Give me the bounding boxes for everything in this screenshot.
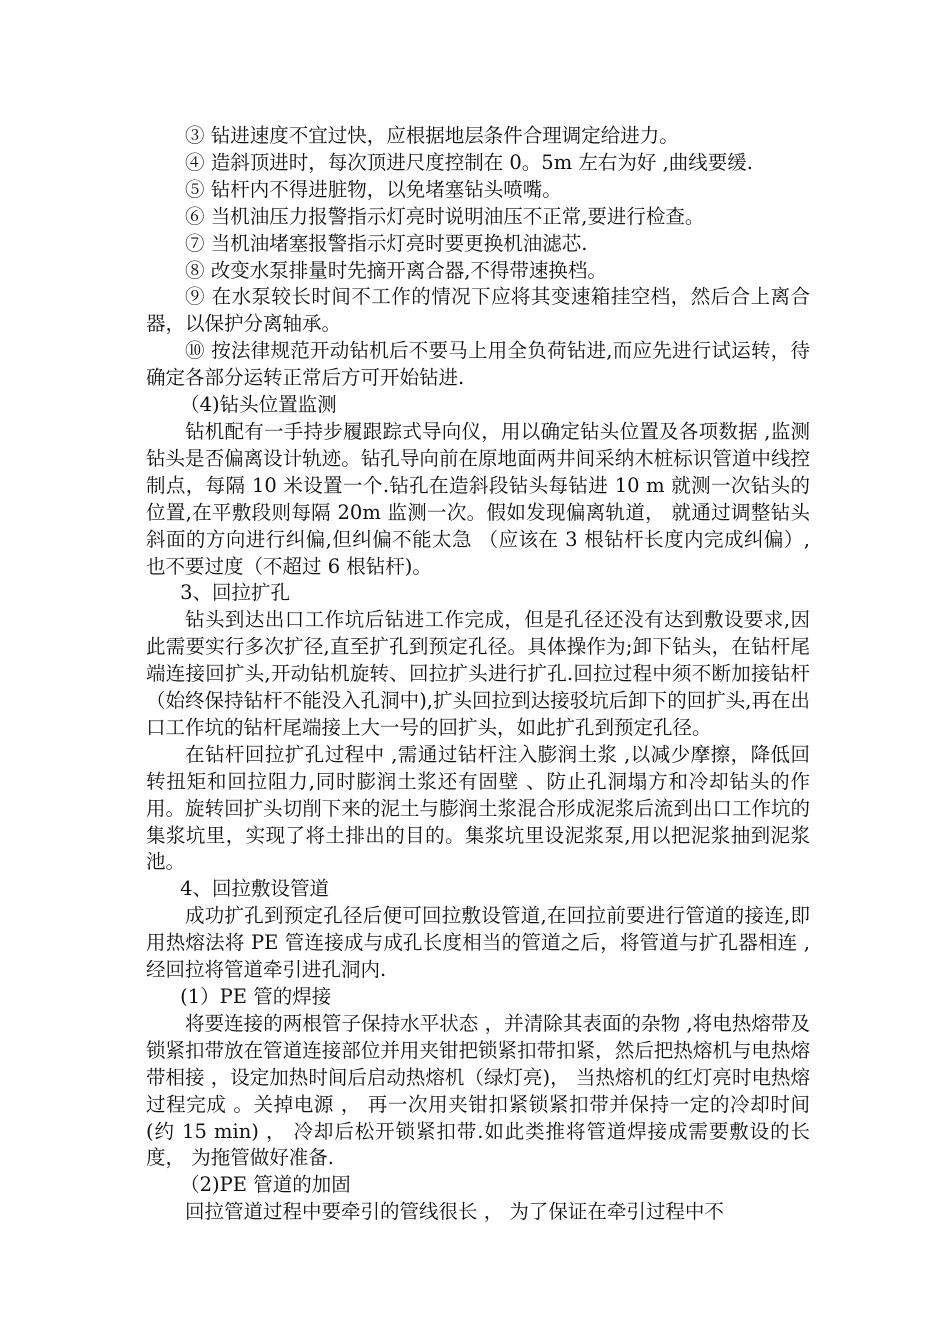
- paragraph-item-7: ⑦ 当机油堵塞报警指示灯亮时要更换机油滤芯.: [185, 231, 588, 255]
- paragraph-pe-reinforcement: 回拉管道过程中要牵引的管线很长 ， 为了保证在牵引过程中不: [185, 1200, 724, 1224]
- paragraph-item-10: ⑩ 按法律规范开动钻机后不要马上用全负荷钻进,而应先进行试运转，待确定各部分运转正常后方可开始钻进.: [146, 339, 810, 390]
- paragraph-drill-monitoring: 钻机配有一手持步履跟踪式导向仪，用以确定钻头位置及各项数据 ,监测钻头是否偏离设计轨迹。钻孔导向前在原地面两井间采纳木桩标识管道中线控制点，每隔 10 米设置一个.钻孔在造斜段钻头每钻进 10 m 就测一次钻头的位置,在平敷段则每隔 20m 监测一次。假如发现偏离轨道， 就通过调整钻头斜面的方向进行纠偏,但纠偏不能太急 （应该在 3 根钻杆长度内完成纠偏）,也不要过度（不超过 6 根钻杆)。: [146, 419, 810, 578]
- section-heading-drill-monitoring: （4)钻头位置监测: [180, 393, 337, 417]
- paragraph-item-5: ⑤ 钻杆内不得进脏物，以免堵塞钻头喷嘴。: [185, 177, 562, 201]
- paragraph-item-3: ③ 钻进速度不宜过快，应根据地层条件合理调定给进力。: [185, 124, 679, 147]
- section-heading-pipe-pullback: 4、回拉敷设管道: [180, 877, 330, 901]
- section-heading-reaming: 3、回拉扩孔: [180, 581, 291, 605]
- section-heading-pe-reinforcement: （2)PE 管道的加固: [180, 1173, 351, 1197]
- paragraph-pe-welding: 将要连接的两根管子保持水平状态 ，并清除其表面的杂物 ,将电热熔带及锁紧扣带放在管道连接部位并用夹钳把锁紧扣带扣紧，然后把热熔机与电热熔带相接 ，设定加热时间后启动热熔机（绿灯亮)， 当热熔机的红灯亮时电热熔过程完成 。关掉电源 ， 再一次用夹钳扣紧锁紧扣带并保持一定的冷却时间(约 15 min) ， 冷却后松开锁紧扣带.如此类推将管道焊接成需要敷设的长度， 为拖管做好准备.: [146, 1011, 810, 1170]
- paragraph-pipe-pullback: 成功扩孔到预定孔径后便可回拉敷设管道,在回拉前要进行管道的接连,即用热熔法将 PE 管连接成与成孔长度相当的管道之后，将管道与扩孔器相连 ,经回拉将管道牵引进孔洞内.: [146, 904, 810, 982]
- paragraph-item-9: ⑨ 在水泵较长时间不工作的情况下应将其变速箱挂空档，然后合上离合器，以保护分离轴承。: [146, 285, 810, 336]
- paragraph-reaming-slurry: 在钻杆回拉扩孔过程中 ,需通过钻杆注入膨润土浆 ,以减少摩擦，降低回转扭矩和回拉阻力,同时膨润土浆还有固壁 、防止孔洞塌方和冷却钻头的作用。旋转回扩头切削下来的泥土与膨润土浆混合形成泥浆后流到出口工作坑的集浆坑里，实现了将土排出的目的。集浆坑里设泥浆泵,用以把泥浆抽到泥浆池。: [146, 742, 810, 874]
- paragraph-item-8: ⑧ 改变水泵排量时先摘开离合器,不得带速换档。: [185, 258, 607, 282]
- paragraph-item-6: ⑥ 当机油压力报警指示灯亮时说明油压不正常,要进行检查。: [185, 204, 705, 228]
- paragraph-reaming-steps: 钻头到达出口工作坑后钻进工作完成，但是孔径还没有达到敷设要求,因此需要实行多次扩径,直至扩孔到预定孔径。具体操作为;卸下钻头，在钻杆尾端连接回扩头,开动钻机旋转、回拉扩头进行扩孔.回拉过程中须不断加接钻杆 （始终保持钻杆不能没入孔洞中),扩头回拉到达接驳坑后卸下的回扩头,再在出口工作坑的钻杆尾端接上大一号的回扩头，如此扩孔到预定孔径。: [146, 608, 810, 739]
- document-body: [146, 123, 810, 1226]
- section-heading-pe-welding: (1）PE 管的焊接: [180, 985, 332, 1008]
- paragraph-item-4: ④ 造斜顶进时，每次顶进尺度控制在 0。5m 左右为好 ,曲线要缓.: [185, 150, 753, 174]
